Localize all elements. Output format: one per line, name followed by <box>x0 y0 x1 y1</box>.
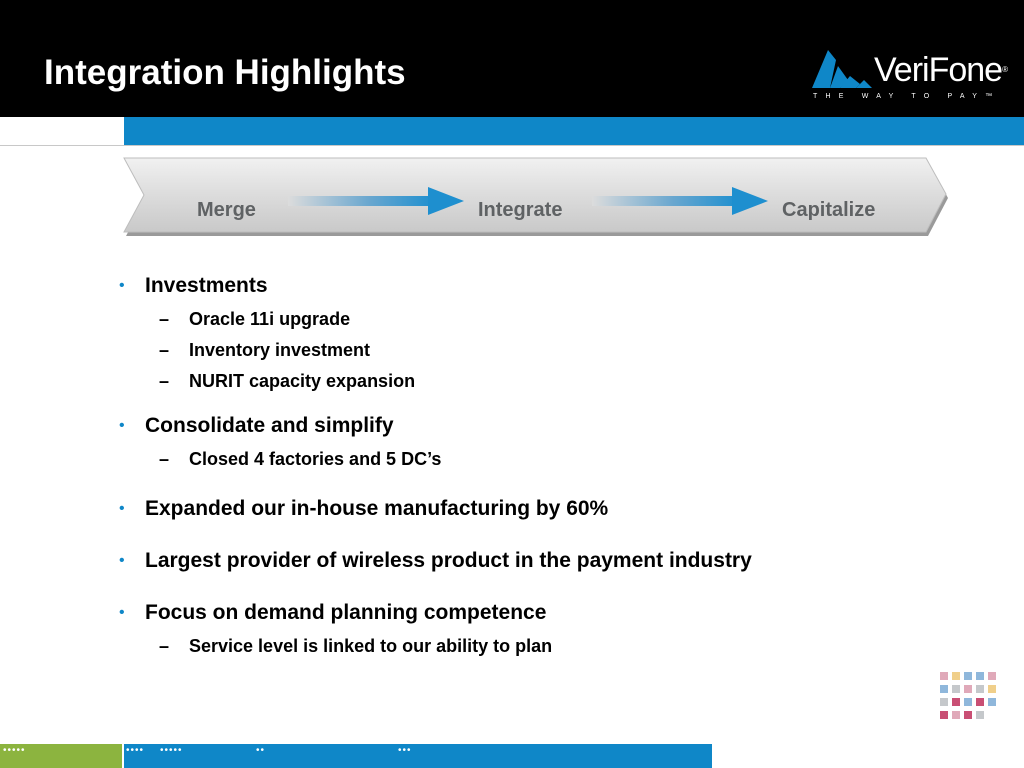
sub-bullet-text: Inventory investment <box>189 340 371 360</box>
bullet-list <box>116 272 916 662</box>
bullet-dot: • <box>119 604 125 621</box>
color-square <box>952 672 960 680</box>
arrow-right-icon <box>288 187 464 215</box>
sub-bullet-list <box>145 444 916 475</box>
footer-dots: •• <box>256 745 266 756</box>
stage-integrate: Integrate <box>478 199 563 221</box>
bullet-label: Largest provider of wireless product in the payment industry <box>145 549 752 572</box>
sub-bullet-list <box>145 631 916 662</box>
bullet-item <box>116 495 916 523</box>
sub-bullet-dash: – <box>159 371 170 391</box>
color-square <box>976 698 984 706</box>
bullet-label: Expanded our in-house manufacturing by 60% <box>145 497 609 520</box>
bullet-dot: • <box>119 500 125 517</box>
bullet-dot: • <box>119 417 125 434</box>
color-square <box>952 711 960 719</box>
color-square <box>988 672 996 680</box>
sub-bullet <box>145 366 916 397</box>
sub-bullet-text: NURIT capacity expansion <box>189 371 416 391</box>
bullet-item <box>116 599 916 662</box>
sub-bullet <box>145 335 916 366</box>
sub-bullet-dash: – <box>159 340 170 360</box>
color-square <box>964 685 972 693</box>
logo-registered-mark: ® <box>1002 65 1008 74</box>
footer-dots: ••••• <box>160 745 183 756</box>
bullet-item <box>116 272 916 397</box>
color-square <box>988 685 996 693</box>
arrow-right-icon <box>592 187 768 215</box>
color-square <box>952 685 960 693</box>
sub-bullet <box>145 304 916 335</box>
bullet-dot: • <box>119 552 125 569</box>
color-square <box>952 698 960 706</box>
color-square-grid <box>940 672 1000 724</box>
color-square <box>940 698 948 706</box>
stage-capitalize: Capitalize <box>782 199 876 221</box>
bullet-label: Focus on demand planning competence <box>145 601 547 624</box>
color-square <box>976 685 984 693</box>
process-chevron-banner <box>122 157 952 239</box>
bullet-dot: • <box>119 277 125 294</box>
header-divider <box>0 145 1024 146</box>
color-square <box>940 672 948 680</box>
color-square <box>964 698 972 706</box>
sub-bullet-list <box>145 304 916 397</box>
verifone-logo-icon <box>810 46 876 92</box>
sub-bullet-text: Service level is linked to our ability to plan <box>189 636 553 656</box>
verifone-logo <box>810 44 1008 106</box>
logo-name-text: VeriFone <box>874 51 1003 89</box>
color-square <box>964 711 972 719</box>
bullet-item <box>116 412 916 475</box>
bullet-item <box>116 547 916 575</box>
sub-bullet <box>145 444 916 475</box>
color-square <box>988 698 996 706</box>
bullet-label: Consolidate and simplify <box>145 414 394 437</box>
slide-title: Integration Highlights <box>44 53 406 92</box>
sub-bullet <box>145 631 916 662</box>
sub-bullet-text: Oracle 11i upgrade <box>189 309 351 329</box>
slide-header <box>0 0 1024 117</box>
sub-bullet-dash: – <box>159 309 170 329</box>
color-square <box>976 672 984 680</box>
logo-wordmark <box>874 52 1008 88</box>
color-square <box>940 685 948 693</box>
sub-bullet-dash: – <box>159 636 170 656</box>
bullet-label: Investments <box>145 274 268 297</box>
sub-bullet-text: Closed 4 factories and 5 DC’s <box>189 449 442 469</box>
color-square <box>976 711 984 719</box>
footer-dots: ••••• <box>3 745 26 756</box>
sub-bullet-dash: – <box>159 449 170 469</box>
header-blue-band <box>124 117 1024 145</box>
stage-merge: Merge <box>197 199 256 221</box>
logo-tagline: THE WAY TO PAY™ <box>813 93 1001 100</box>
footer-dots: •••• <box>126 745 145 756</box>
color-square <box>964 672 972 680</box>
footer-blue-bar <box>124 744 712 768</box>
footer-dots: ••• <box>398 745 412 756</box>
color-square <box>940 711 948 719</box>
